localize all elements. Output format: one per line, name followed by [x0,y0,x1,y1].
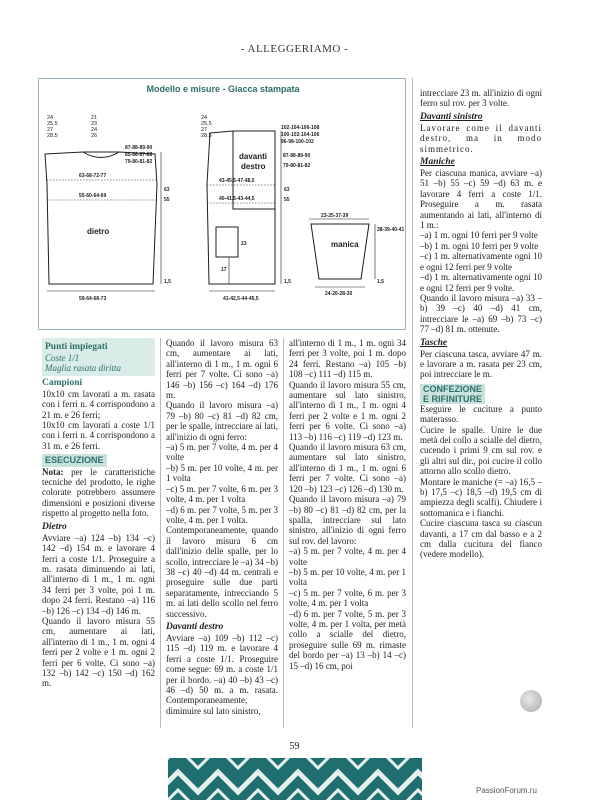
column-divider [283,338,284,728]
col3-paragraph-3: Quando il lavoro misura 63 cm, aumentare sul lato sinistro, all'interno di 1 m., 1 m. ogni 6 ferri per 7 volte. Ci sono –a) 120 –b) 123 –c) 126 –d) 130 m. [289,442,406,494]
davanti-top-2: 25,5 [201,121,212,127]
col4-paragraph-4: –b) 1 m. ogni 10 ferri per 9 volte [420,240,539,251]
col3-paragraph-8: –d) 6 m. per 7 volte, 5 m. per 3 volte, 4 m. per 1 volta, per metà collo a scialle del dietro, proseguire sulle 69 m. rimaste del bordo per –a) 13 –b) 14 –c) 15 –d) 16 cm, poi [289,608,406,671]
punti-title: Punti impiegati [45,342,108,352]
dietro-side-top-1: 87-88-89-90 [125,145,153,151]
page-number: 59 [289,741,300,752]
dietro-h55: 55 [164,197,170,203]
davanti-p17: 17 [221,267,227,273]
col4-paragraph-11: Montare le maniche (= –a) 16,5 –b) 17,5 –c) 18,5 –d) 19,5 cm di ampiezza degli scalfi). Chiudere i sottomanica e i fianchi. [420,476,542,518]
dietro-text-1: Avviare –a) 124 –b) 134 –c) 142 –d) 154 m. e lavorare 4 ferri a coste 1/1. Proseguire a m. rasata diminuendo ai lati, all'interno di 1 m., 1 m. ogni 34 ferri per 3 volte, poi 1 m. dopo 24 ferri. Restano –a) 116 –b) 126 –c) 134 –d) 146 m. [42,532,155,616]
dietro-text-2: Quando il lavoro misura 55 cm, aumentare ai lati, all'interno di 1 m., 1 m. ogni 4 ferri per 2 volte e 1 m. ogni 2 ferri per 6 volte. Ci sono –a) 132 –b) 142 –c) 150 –d) 162 m. [42,615,155,689]
schematic-diagram [38,78,406,330]
dietro-top-right-2: 23 [91,121,98,127]
campioni-text-2: 10x10 cm lavorati a coste 1/1 con i ferri n. 4 corrispondono a 31 m. e 26 ferri. [42,420,155,451]
esecuzione-title: ESECUZIONE [42,454,107,466]
dietro-neck [83,152,119,158]
davanti-label-2: destro [241,162,266,171]
confezione-title [420,384,542,404]
campioni-text-1: 10x10 cm lavorati a m. rasata con i ferri n. 4 corrispondono a 21 m. e 26 ferri; [42,388,155,420]
davanti-h63: 63 [284,187,290,193]
davanti-top-1: 24 [201,115,208,121]
davanti-right-top-1: 102-104-106-108 [281,125,320,131]
manica-h15: 1,5 [377,279,384,285]
campioni-title: Campioni [42,377,83,388]
text-column-1 [42,338,155,689]
page-header: - ALLEGGERIAMO - [240,43,349,55]
dietro-top-right-3: 24 [91,127,98,133]
davanti-side-1: 87-88-89-90 [283,153,311,159]
dietro-bottom: 59-64-68-73 [79,296,107,302]
davanti-h55: 55 [284,197,290,203]
dietro-side-top-2: 85-86-87-88 [125,152,153,158]
davanti-w1: 43-45,5-47-48,5 [219,178,255,184]
davanti-destro-title: Davanti destro [166,621,224,632]
dietro-mid1: 63-68-72-77 [79,173,107,179]
col4-paragraph-2: Per ciascuna manica, avviare –a) 51 –b) 55 –c) 59 –d) 63 m. e lavorare 4 ferri a coste 1/1. Proseguire a m. rasata aumentando ai lati, all'interno di 1 m.: [420,168,542,231]
nota-text: per le caratteristiche tecniche del prodotto, le righe colorate potrebbero assumere dimensioni e posizioni diverse rispetto al progetto nella foto. [42,466,155,519]
col4-paragraph-9: Eseguire le cuciture a punto materasso. [420,403,542,425]
dietro-top-right-1: 21 [91,115,98,121]
tasche-title: Tasche [420,337,448,348]
dietro-top-left-2: 25,5 [47,121,58,127]
davanti-w2: 40-41,5-43-44,5 [219,196,255,202]
col3-paragraph-1: all'interno di 1 m., 1 m. ogni 34 ferri per 3 volte, poi 1 m. dopo 24 ferri. Restano –a) 105 –b) 108 –c) 111 –d) 115 m. [289,338,406,380]
col4-paragraph-8: Per ciascuna tasca, avviare 47 m. e lavorare a m. rasata per 23 cm, poi intrecciare le m. [420,348,542,380]
text-column-4 [420,88,542,560]
knit-pattern-strip [168,758,422,800]
davanti-sinistro-title: Davanti sinistro [420,111,483,122]
confezione-line-2: E RIFINITURE [420,394,485,404]
col2-paragraph-5: –c) 5 m. per 7 volte, 6 m. per 3 volte, 4 m. per 1 volta [166,483,278,505]
dietro-mid2: 55-60-64-69 [79,193,107,199]
col2-paragraph-1: Quando il lavoro misura 63 cm, aumentare ai lati, all'interno di 1 m., 1 m. ogni 6 ferri per 7 volte. Ci sono –a) 146 –b) 156 –c) 164 –d) 176 m. [166,338,278,401]
column-divider [412,78,413,728]
dietro-title: Dietro [42,521,67,532]
col2-paragraph-4: –b) 5 m. per 10 volte, 4 m. per 1 volta [166,462,278,484]
davanti-p23: 23 [241,241,247,247]
dietro-side-top-3: 79-80-81-82 [125,159,153,165]
dietro-h15: 1,5 [164,279,171,285]
col4-paragraph-5: –c) 1 m. alternativamente ogni 10 e ogni 12 ferri per 9 volte [420,251,542,272]
col2-paragraph-7: Contemporaneamente, quando il lavoro misura 6 cm dall'inizio delle spalle, per lo scollo, intrecciare le –a) 34 –b) 38 –c) 40 –d) 44 m. centrali e proseguire sulle due parti separatamente, intrecciando 5 m. ai lati dello scollo nel ferro successivo. [166,525,278,619]
col2-paragraph-2: Quando il lavoro misura –a) 79 –b) 80 –c) 81 –d) 82 cm, per le spalle, intrecciare ai lati, all'inizio di ogni ferro: [166,400,278,442]
davanti-side-2: 79-80-81-82 [283,163,311,169]
dietro-top-left-4: 28,5 [47,133,58,139]
davanti-bottom: 41-42,5-44-45,5 [223,296,259,302]
punti-box [42,338,155,376]
knit-pattern-svg [168,758,422,800]
dietro-top-left-3: 27 [47,127,54,133]
manica-bottom: 24-26-28-30 [325,291,353,297]
dietro-h63: 63 [164,187,170,193]
col2-paragraph-6: –d) 6 m. per 7 volte, 5 m. per 3 volte, 4 m. per 1 volta. [166,504,278,525]
manica-top: 23-25-37-39 [321,213,349,219]
col4-paragraph-6: –d) 1 m. alternativamente ogni 10 e ogni 12 ferri per 9 volte. [420,272,542,293]
confezione-line-1: CONFEZIONE [420,384,485,394]
punti-item-2: Maglia rasata diritta [45,363,122,374]
diagram-svg [39,79,407,331]
nota-paragraph [42,467,155,519]
col3-paragraph-2: Quando il lavoro misura 55 cm, aumentare sul lato sinistro, all'interno di 1 m., 1 m. ogni 4 ferri per 2 volte e 1 m. ogni 2 ferri per 6 volte. Ci sono –a) 113 –b) 116 –c) 119 –d) 123 m. [289,379,406,442]
maniche-title: Maniche [420,157,455,168]
text-column-2 [166,338,278,716]
davanti-label-1: davanti [239,152,268,161]
davanti-right-top-3: 96-98-100-102 [281,139,314,145]
col4-paragraph-3: –a) 1 m. ogni 10 ferri per 9 volte [420,230,538,241]
davanti-right-top-2: 100-102-104-106 [281,132,320,138]
manica-outline [311,224,369,279]
col4-paragraph-7: Quando il lavoro misura –a) 33 –b) 39 –c) 40 –d) 41 cm, intrecciare le –a) 69 –b) 73 –c) 77 –d) 81 m. ottenute. [420,292,542,335]
col4-paragraph-10: Cucire le spalle. Unire le due metà del collo a scialle del dietro, cucendo i primi 9 cm sul rov. e gli altri sul dir., poi cucire il collo attorno allo scollo dietro. [420,424,542,477]
nota-label: Nota: [42,466,64,477]
col3-paragraph-6: –b) 5 m. per 10 volte, 4 m. per 1 volta [289,566,406,588]
dietro-top-left-1: 24 [47,115,54,121]
watermark: PassionForum.ru [476,786,537,795]
davanti-top-3: 27 [201,127,208,133]
col4-paragraph-12: Cucire ciascuna tasca su ciascun davanti, a 17 cm dal basso e a 2 cm dalla cucitura del fianco (vedere modello). [420,518,542,560]
col4-paragraph-0: intrecciare 23 m. all'inizio di ogni ferro sul rov. per 3 volte. [420,88,542,109]
col4-paragraph-1: Lavorare come il davanti destro, ma in modo simmetrico. [420,122,542,154]
manica-label: manica [331,240,359,249]
col3-paragraph-7: –c) 5 m. per 7 volte, 6 m. per 3 volte, 4 m. per 1 volta [289,587,406,609]
col2-paragraph-8: Avviare –a) 109 –b) 112 –c) 115 –d) 119 m. e lavorare 4 ferri a coste 1/1. Proseguire come segue: 69 m. a coste 1/1 per il bordo. –a) 40 –b) 43 –c) 46 –d) 50 m. a m. rasata. Contemporaneamente, diminuire sul lato sinistro, [166,632,278,716]
col3-paragraph-5: –a) 5 m. per 7 volte, 4 m. per 4 volte [289,546,406,567]
dietro-outline [45,152,157,284]
dietro-top-right-4: 26 [91,133,98,139]
pocket-outline [216,227,238,257]
yarn-ball-icon [520,690,542,712]
column-divider [160,338,161,728]
text-column-3 [289,338,406,671]
manica-side: 38-39-40-41 [377,227,405,233]
col2-paragraph-3: –a) 5 m. per 7 volte, 4 m. per 4 volte [166,442,278,463]
punti-item-1: Coste 1/1 [45,353,80,363]
dietro-label: dietro [87,227,110,236]
col3-paragraph-4: Quando il lavoro misura –a) 79 –b) 80 –c) 81 –d) 82 cm, per la spalla, intrecciare sul lato sinistro, all'inizio di ogni ferro sul rov. del lavoro: [289,494,406,546]
davanti-top-4: 28,5 [201,133,212,139]
diagram-title: Modello e misure - Giacca stampata [146,84,300,94]
davanti-h15: 1,5 [284,279,291,285]
